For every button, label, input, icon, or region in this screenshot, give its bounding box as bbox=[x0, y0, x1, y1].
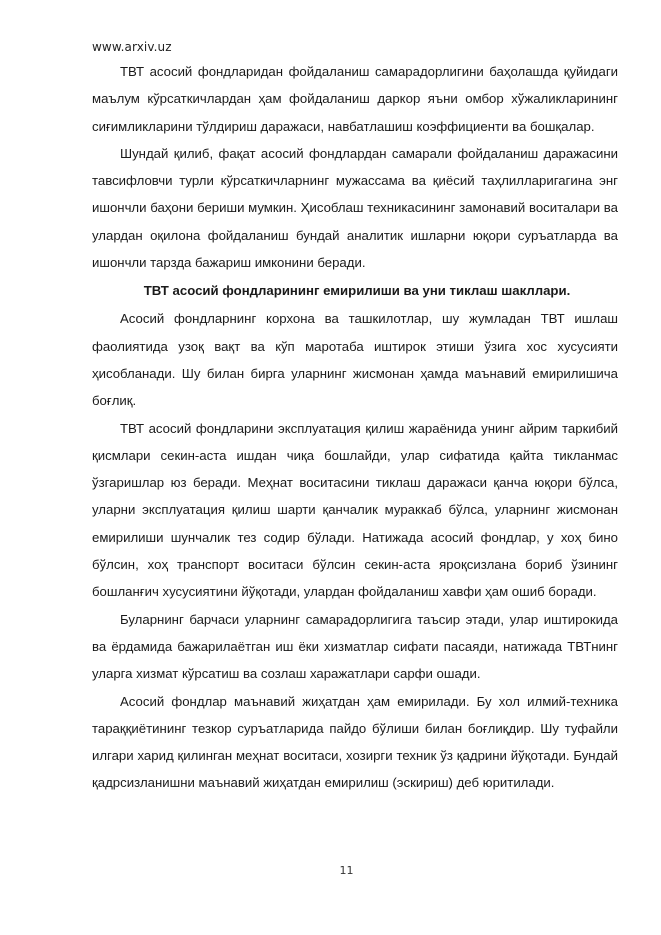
paragraph: Асосий фондлар маънавий жиҳатдан ҳам емирилади. Бу хол илмий-техника тараққиётининг тезкор суръатларида пайдо бўлиши билан боғлиқдир. Шу туфайли илгари харид қилинган меҳнат воситаси, хозирги техник ўз қадрини йўқотади. Бундай қадрсизланишни маънавий жиҳатдан емирилиш (эскириш) деб юритилади. bbox=[92, 693, 618, 791]
paragraph: Буларнинг барчаси уларнинг самарадорлигига таъсир этади, улар иштирокида ва ёрдамида бажарилаётган иш ёки хизматлар сифати пасаяди, натижада ТВТнинг уларга хизмат кўрсатиш ва созлаш харажатлари сарфи ошади. bbox=[92, 611, 618, 682]
paragraph: Асосий фондларнинг корхона ва ташкилотлар, шу жумладан ТВТ ишлаш фаолиятида узоқ вақт ва кўп маротаба иштирок этиши ўзига хос хусусияти ҳисобланади. Шу билан бирга уларнинг жисмонан ҳамда маънавий емирилишича боғлиқ. bbox=[92, 311, 618, 409]
site-url: www.arxiv.uz bbox=[92, 40, 172, 54]
document-body bbox=[92, 58, 618, 797]
paragraph: ТВТ асосий фондларини эксплуатация қилиш жараёнида унинг айрим таркибий қисмлари секин-аста ишдан чиқа бошлайди, улар сифатида қайта тикланмас ўзгаришлар юз беради. Меҳнат воситасини тиклаш даражаси қанча юқори бўлса, уларни эксплуатация қилиш шарти қанчалик мураккаб бўлса, уларнинг жисмонан емирилиши шунчалик тез содир бўлади. Натижада асосий фондлар, у хоҳ бино бўлсин, хоҳ транспорт воситаси бўлсин секин-аста яроқсизлана бориб ўзининг бошланғич хусусиятини йўқотади, улардан фойдаланиш хавфи ҳам ошиб боради. bbox=[92, 420, 618, 600]
page-number: 11 bbox=[339, 864, 354, 877]
section-heading: ТВТ асосий фондларининг емирилиши ва уни тиклаш шакллари. bbox=[143, 283, 571, 299]
paragraph: ТВТ асосий фондларидан фойдаланиш самарадорлигини баҳолашда қуйидаги маълум кўрсаткичлардан ҳам фойдаланиш даркор яъни омбор хўжаликларининг сиғимликларини тўлдириш даражаси, навбатлашиш коэффициенти ва бошқалар. bbox=[92, 64, 618, 134]
paragraph: Шундай қилиб, фақат асосий фондлардан самарали фойдаланиш даражасини тавсифловчи турли кўрсаткичларнинг мужассама ва қиёсий таҳлилларигагина энг ишончли баҳони бериши мумкин. Ҳисоблаш техникасининг замонавий воситалари ва улардан оқилона фойдаланиш бундай аналитик ишларни юқори суръатларда ва ишончли тарзда бажариш имконини беради. bbox=[92, 145, 618, 271]
